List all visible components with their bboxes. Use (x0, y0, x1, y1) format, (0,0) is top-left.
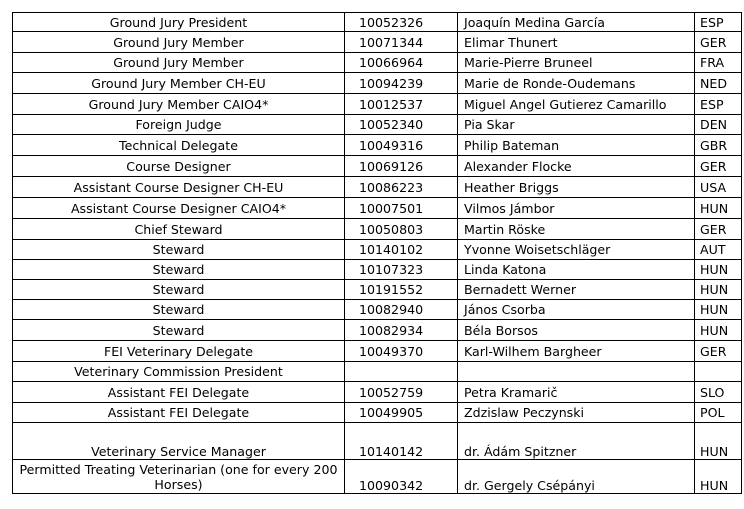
name-cell: Linda Katona (458, 260, 695, 280)
nation-cell: HUN (695, 460, 742, 494)
nation-cell: GER (695, 219, 742, 240)
name-cell: Alexander Flocke (458, 156, 695, 177)
role-cell: Technical Delegate (13, 135, 345, 156)
role-cell: Assistant Course Designer CAIO4* (13, 198, 345, 219)
role-cell: Assistant FEI Delegate (13, 382, 345, 403)
table-row (13, 135, 742, 156)
nation-cell: HUN (695, 260, 742, 280)
nation-cell: GBR (695, 135, 742, 156)
role-cell: Steward (13, 260, 345, 280)
nation-cell: HUN (695, 423, 742, 460)
name-cell: Joaquín Medina García (458, 13, 695, 32)
table-row (13, 423, 742, 460)
role-cell: Ground Jury Member CH-EU (13, 73, 345, 94)
nation-cell: DEN (695, 115, 742, 135)
nation-cell: GER (695, 32, 742, 53)
fei-id-cell: 10071344 (345, 32, 458, 53)
nation-cell: POL (695, 403, 742, 423)
table-row (13, 300, 742, 320)
role-cell: Veterinary Service Manager (13, 423, 345, 460)
name-cell: dr. Ádám Spitzner (458, 423, 695, 460)
fei-id-cell: 10094239 (345, 73, 458, 94)
nation-cell: GER (695, 341, 742, 362)
name-cell: Heather Briggs (458, 177, 695, 198)
nation-cell: ESP (695, 94, 742, 115)
name-cell: Philip Bateman (458, 135, 695, 156)
fei-id-cell: 10049370 (345, 341, 458, 362)
fei-id-cell: 10082940 (345, 300, 458, 320)
fei-id-cell: 10140102 (345, 240, 458, 260)
nation-cell: AUT (695, 240, 742, 260)
table-row (13, 460, 742, 494)
table-row (13, 94, 742, 115)
table-row (13, 341, 742, 362)
fei-id-cell: 10052326 (345, 13, 458, 32)
name-cell: Pia Skar (458, 115, 695, 135)
nation-cell: HUN (695, 320, 742, 341)
name-cell: Petra Kramarič (458, 382, 695, 403)
fei-id-cell: 10069126 (345, 156, 458, 177)
fei-id-cell: 10140142 (345, 423, 458, 460)
table-row (13, 53, 742, 73)
role-cell: Ground Jury President (13, 13, 345, 32)
fei-id-cell: 10007501 (345, 198, 458, 219)
name-cell: Zdzislaw Peczynski (458, 403, 695, 423)
name-cell: Martin Röske (458, 219, 695, 240)
table-row (13, 32, 742, 53)
role-cell: Steward (13, 240, 345, 260)
table-row (13, 382, 742, 403)
nation-cell: NED (695, 73, 742, 94)
role-cell: FEI Veterinary Delegate (13, 341, 345, 362)
officials-table-body (13, 13, 742, 494)
nation-cell: ESP (695, 13, 742, 32)
table-row (13, 240, 742, 260)
fei-id-cell: 10082934 (345, 320, 458, 341)
table-row (13, 260, 742, 280)
table-row (13, 156, 742, 177)
nation-cell: GER (695, 156, 742, 177)
nation-cell: SLO (695, 382, 742, 403)
fei-id-cell: 10090342 (345, 460, 458, 494)
name-cell (458, 362, 695, 382)
officials-table (12, 12, 742, 494)
nation-cell: HUN (695, 300, 742, 320)
role-cell: Ground Jury Member (13, 32, 345, 53)
name-cell: Béla Borsos (458, 320, 695, 341)
role-cell: Assistant Course Designer CH-EU (13, 177, 345, 198)
table-row (13, 73, 742, 94)
role-cell: Ground Jury Member (13, 53, 345, 73)
table-row (13, 13, 742, 32)
table-row (13, 362, 742, 382)
nation-cell (695, 362, 742, 382)
name-cell: Bernadett Werner (458, 280, 695, 300)
table-row (13, 219, 742, 240)
fei-id-cell: 10052340 (345, 115, 458, 135)
table-row (13, 177, 742, 198)
role-cell: Assistant FEI Delegate (13, 403, 345, 423)
name-cell: Elimar Thunert (458, 32, 695, 53)
fei-id-cell: 10107323 (345, 260, 458, 280)
role-cell: Steward (13, 320, 345, 341)
fei-id-cell: 10012537 (345, 94, 458, 115)
name-cell: Yvonne Woisetschläger (458, 240, 695, 260)
name-cell: Marie de Ronde-Oudemans (458, 73, 695, 94)
name-cell: Marie-Pierre Bruneel (458, 53, 695, 73)
name-cell: Vilmos Jámbor (458, 198, 695, 219)
name-cell: dr. Gergely Csépányi (458, 460, 695, 494)
nation-cell: HUN (695, 198, 742, 219)
table-row (13, 115, 742, 135)
fei-id-cell: 10052759 (345, 382, 458, 403)
role-cell: Permitted Treating Veterinarian (one for every 200 Horses) (13, 460, 345, 494)
fei-id-cell: 10086223 (345, 177, 458, 198)
fei-id-cell (345, 362, 458, 382)
fei-id-cell: 10066964 (345, 53, 458, 73)
table-row (13, 403, 742, 423)
nation-cell: USA (695, 177, 742, 198)
fei-id-cell: 10191552 (345, 280, 458, 300)
role-cell: Veterinary Commission President (13, 362, 345, 382)
name-cell: Karl-Wilhem Bargheer (458, 341, 695, 362)
table-row (13, 280, 742, 300)
role-cell: Ground Jury Member CAIO4* (13, 94, 345, 115)
role-cell: Chief Steward (13, 219, 345, 240)
nation-cell: HUN (695, 280, 742, 300)
role-cell: Foreign Judge (13, 115, 345, 135)
nation-cell: FRA (695, 53, 742, 73)
table-row (13, 320, 742, 341)
role-cell: Steward (13, 280, 345, 300)
name-cell: János Csorba (458, 300, 695, 320)
name-cell: Miguel Angel Gutierez Camarillo (458, 94, 695, 115)
role-cell: Course Designer (13, 156, 345, 177)
fei-id-cell: 10049905 (345, 403, 458, 423)
table-row (13, 198, 742, 219)
fei-id-cell: 10049316 (345, 135, 458, 156)
role-cell: Steward (13, 300, 345, 320)
fei-id-cell: 10050803 (345, 219, 458, 240)
